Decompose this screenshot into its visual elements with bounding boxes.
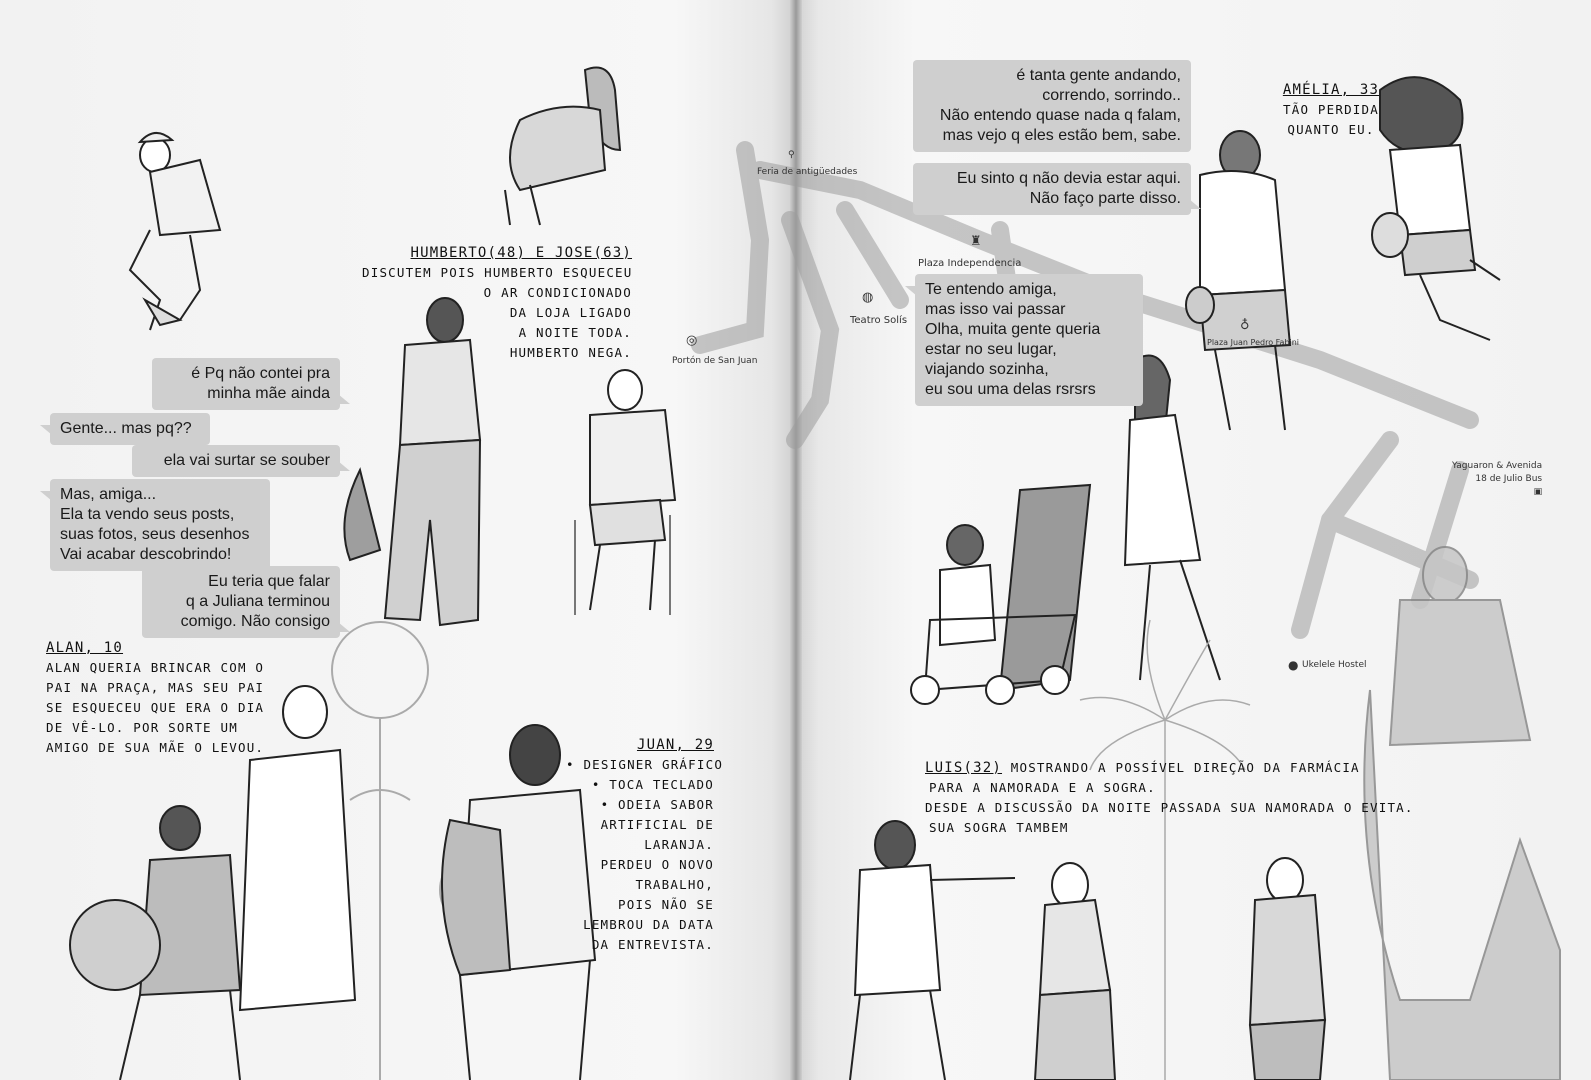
caption-line: • DESIGNER GRÁFICO: [566, 757, 724, 772]
chat-text: Eu sinto q não devia estar aqui.: [956, 170, 1181, 187]
monument-pin-icon: ♜: [970, 234, 982, 249]
chat-text: Eu teria que falar: [208, 573, 330, 590]
caption-line: HUMBERTO NEGA.: [509, 345, 632, 360]
theater-pin-icon: ◍: [862, 290, 874, 305]
humberto-name: HUMBERTO(48) E JOSE(63): [410, 245, 632, 261]
caption-line: • TOCA TECLADO: [591, 777, 714, 792]
map-label-plaza-fabini: Plaza Juan Pedro Fabini: [1207, 338, 1299, 347]
caption-line: O AR CONDICIONADO: [483, 285, 632, 300]
caption-line: DISCUTEM POIS HUMBERTO ESQUECEU: [362, 265, 633, 280]
juan-caption: [566, 735, 724, 955]
caption-line: ARTIFICIAL DE: [600, 817, 714, 832]
map-label-teatro-solis: Teatro Solís: [850, 315, 908, 326]
map-label-ukelele-hostel: Ukelele Hostel: [1302, 660, 1367, 670]
caption-line: PARA A NAMORADA E A SOGRA.: [929, 780, 1156, 795]
chat-text: Te entendo amiga,: [925, 281, 1057, 298]
chat-text: Vai acabar descobrindo!: [60, 546, 232, 563]
map-label-plaza-independencia: Plaza Independencia: [918, 258, 1022, 269]
mother-in-law-figure: [1250, 858, 1325, 1080]
caption-line: SE ESQUECEU QUE ERA O DIA: [46, 700, 265, 715]
caption-line: PERDEU O NOVO: [600, 857, 714, 872]
chat-text: Gente... mas pq??: [60, 420, 192, 437]
luis-figure: [850, 821, 1015, 1080]
amelia-jumping-figure: [1372, 77, 1500, 340]
bus-stop-icon: ▣: [1533, 487, 1543, 497]
chat-bubble-sent: [142, 566, 340, 638]
chat-text: viajando sozinha,: [925, 361, 1049, 378]
map-label-bus: [1452, 460, 1542, 499]
chat-bubble-received: [915, 274, 1143, 406]
caption-line: TÃO PERDIDA: [1283, 102, 1379, 117]
chat-bubble-sent: [913, 163, 1191, 215]
caption-line: PAI NA PRAÇA, MAS SEU PAI: [46, 680, 265, 695]
amelia-caption: [1272, 80, 1390, 140]
caption-line: LEMBROU DA DATA: [583, 917, 714, 932]
chat-text: é Pq não contei pra: [191, 365, 330, 382]
chat-bubble-sent: [152, 358, 340, 410]
caption-line: LARANJA.: [644, 837, 714, 852]
chat-text: Não faço parte disso.: [1029, 190, 1181, 207]
caption-line: DE VÊ-LO. POR SORTE UM: [46, 720, 238, 735]
caption-line: SUA SOGRA TAMBEM: [929, 820, 1069, 835]
bus-line-1: Yaguaron & Avenida: [1452, 461, 1543, 471]
gate-pin-icon: ◎: [686, 333, 698, 348]
caption-line: TRABALHO,: [635, 877, 714, 892]
chat-text: Ela ta vendo seus posts,: [60, 506, 235, 523]
caption-line: ALAN QUERIA BRINCAR COM O: [46, 660, 265, 675]
chat-text: ela vai surtar se souber: [163, 452, 330, 469]
caption-line: QUANTO EU.: [1287, 122, 1375, 137]
plaza-pin-icon: ♁: [1240, 318, 1250, 333]
amelia-name: AMÉLIA, 33: [1282, 82, 1380, 98]
alan-caption: [46, 638, 286, 758]
chat-text: minha mãe ainda: [207, 385, 330, 402]
chat-text: estar no seu lugar,: [925, 341, 1057, 358]
chat-bubble-received: [50, 413, 210, 445]
caption-line: DESDE A DISCUSSÃO DA NOITE PASSADA SUA NAMORADA O EVITA.: [925, 800, 1414, 815]
chat-text: é tanta gente andando,: [1016, 67, 1181, 84]
sitting-woman-figure: [505, 68, 620, 226]
chat-bubble-received: [50, 479, 270, 571]
luis-name: LUIS(32): [925, 760, 1003, 776]
chat-bubble-sent: [132, 445, 340, 477]
chat-text: Não entendo quase nada q falam,: [939, 107, 1181, 124]
chat-text: suas fotos, seus desenhos: [60, 526, 250, 543]
caption-line: A NOITE TODA.: [518, 325, 632, 340]
chat-text: comigo. Não consigo: [180, 613, 330, 630]
hostel-pin-icon: ●: [1288, 658, 1299, 672]
man-in-cap-figure: [130, 133, 220, 330]
caption-line: • ODEIA SABOR: [600, 797, 714, 812]
map-label-feria: Feria de antigüedades: [757, 167, 858, 177]
map-pin-icon: ⚲: [788, 150, 795, 160]
bus-line-2: 18 de Julio Bus: [1475, 474, 1543, 484]
chat-text: mas vejo q eles estão bem, sabe.: [942, 127, 1181, 144]
chat-text: q a Juliana terminou: [185, 593, 330, 610]
chat-bubble-sent: [913, 60, 1191, 152]
luis-caption: [925, 758, 1485, 838]
caption-line: DA ENTREVISTA.: [591, 937, 714, 952]
caption-line: POIS NÃO SE: [618, 897, 714, 912]
caption-line: AMIGO DE SUA MÃE O LEVOU.: [46, 740, 265, 755]
girlfriend-figure: [1035, 863, 1115, 1080]
chat-text: eu sou uma delas rsrsrs: [925, 381, 1096, 398]
juan-name: JUAN, 29: [636, 737, 714, 753]
humberto-caption: [362, 243, 632, 363]
chat-text: Olha, muita gente queria: [925, 321, 1101, 338]
chat-text: Mas, amiga...: [60, 486, 157, 503]
chat-text: correndo, sorrindo..: [1042, 87, 1181, 104]
amelia-back-figure: [1186, 131, 1290, 430]
chat-text: mas isso vai passar: [925, 301, 1066, 318]
woman-with-stroller-figure: [911, 356, 1220, 705]
map-label-porton: Portón de San Juan: [672, 356, 758, 366]
caption-line: DA LOJA LIGADO: [509, 305, 632, 320]
alan-name: ALAN, 10: [46, 640, 124, 656]
caption-line: MOSTRANDO A POSSÍVEL DIREÇÃO DA FARMÁCIA: [1002, 760, 1360, 775]
jose-figure: [575, 370, 675, 615]
